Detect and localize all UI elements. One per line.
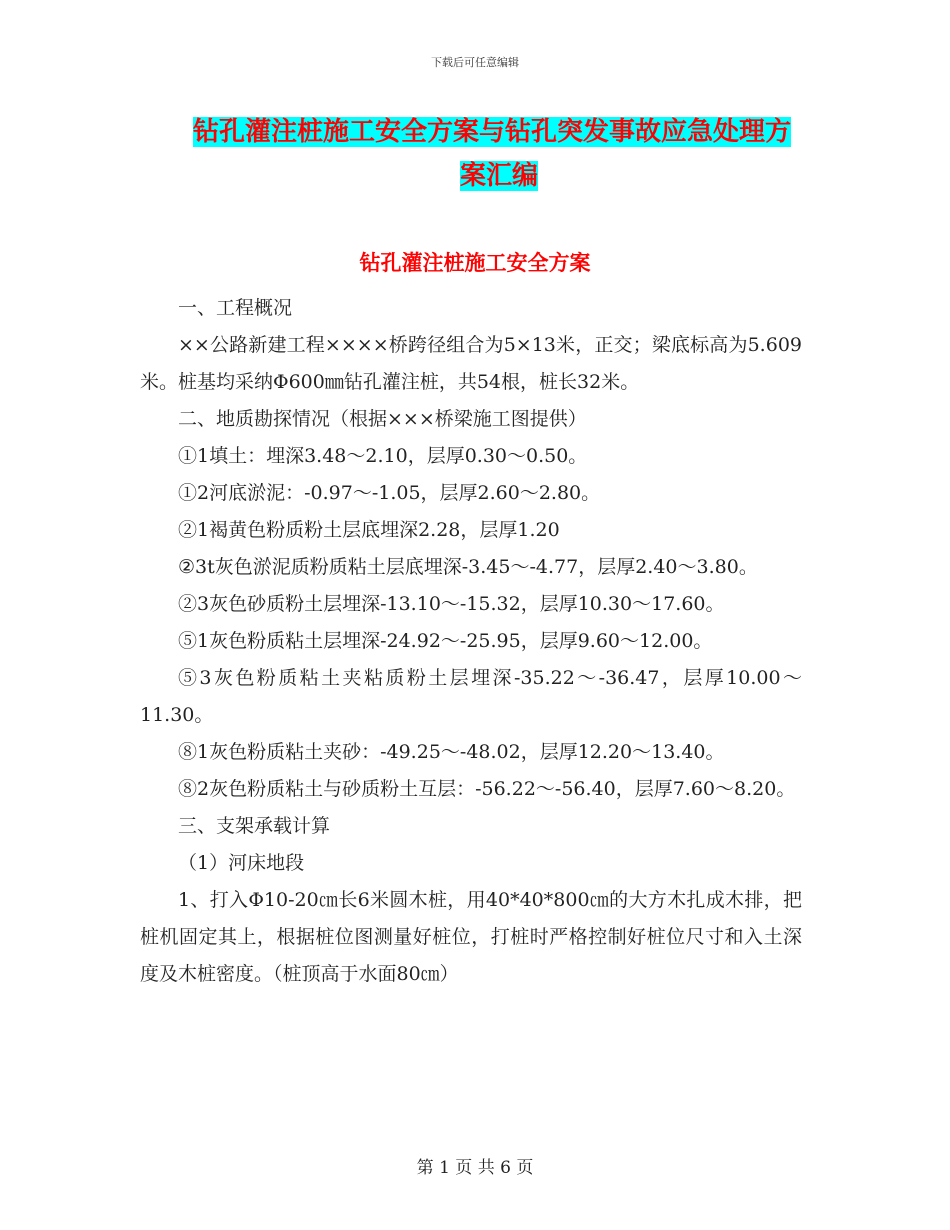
- soil-layer-item: ②3t灰色淤泥质粉质粘土层底埋深-3.45～-4.77，层厚2.40～3.80。: [178, 556, 758, 578]
- soil-layer-item: ②1褐黄色粉质粉土层底埋深2.28，层厚1.20: [178, 519, 560, 541]
- document-body: [140, 290, 802, 993]
- paragraph-project-description: ××公路新建工程××××桥跨径组合为5×13米，正交；梁底标高为5.609米。桩基均采纳Φ600㎜钻孔灌注桩，共54根，桩长32米。: [140, 334, 802, 393]
- paragraph-piling-procedure: 1、打入Φ10-20㎝长6米圆木桩，用40*40*800㎝的大方木扎成木排，把桩机固定其上，根据桩位图测量好桩位，打桩时严格控制好桩位尺寸和入土深度及木桩密度。（桩顶高于水面80㎝）: [140, 889, 802, 985]
- title-line-1: 钻孔灌注桩施工安全方案与钻孔突发事故应急处理方: [193, 117, 792, 147]
- soil-layer-item: ⑧2灰色粉质粘土与砂质粉土互层：-56.22～-56.40，层厚7.60～8.20。: [178, 778, 796, 800]
- heading-support-calculation: 三、支架承载计算: [178, 815, 331, 837]
- soil-layer-item: ①2河底淤泥：-0.97～-1.05，层厚2.60～2.80。: [178, 482, 601, 504]
- soil-layer-item: ②3灰色砂质粉土层埋深-13.10～-15.32，层厚10.30～17.60。: [178, 593, 725, 615]
- subheading-riverbed-section: （1）河床地段: [178, 852, 305, 874]
- soil-layer-item: ⑤3灰色粉质粘土夹粘质粉土层埋深-35.22～-36.47，层厚10.00～11.30。: [140, 667, 802, 726]
- header-note: 下载后可任意编辑: [431, 56, 519, 69]
- document-title: [193, 110, 805, 198]
- page-footer: 第 1 页 共 6 页: [416, 1158, 534, 1178]
- heading-geological-survey: 二、地质勘探情况（根据×××桥梁施工图提供）: [178, 408, 587, 430]
- soil-layer-item: ⑤1灰色粉质粘土层埋深-24.92～-25.95，层厚9.60～12.00。: [178, 630, 713, 652]
- title-line-2: 案汇编: [459, 161, 538, 191]
- heading-project-overview: 一、工程概况: [178, 297, 293, 319]
- section-title: 钻孔灌注桩施工安全方案: [359, 250, 591, 275]
- soil-layer-item: ①1填土：埋深3.48～2.10，层厚0.30～0.50。: [178, 445, 588, 467]
- soil-layer-item: ⑧1灰色粉质粘土夹砂：-49.25～-48.02，层厚12.20～13.40。: [178, 741, 725, 763]
